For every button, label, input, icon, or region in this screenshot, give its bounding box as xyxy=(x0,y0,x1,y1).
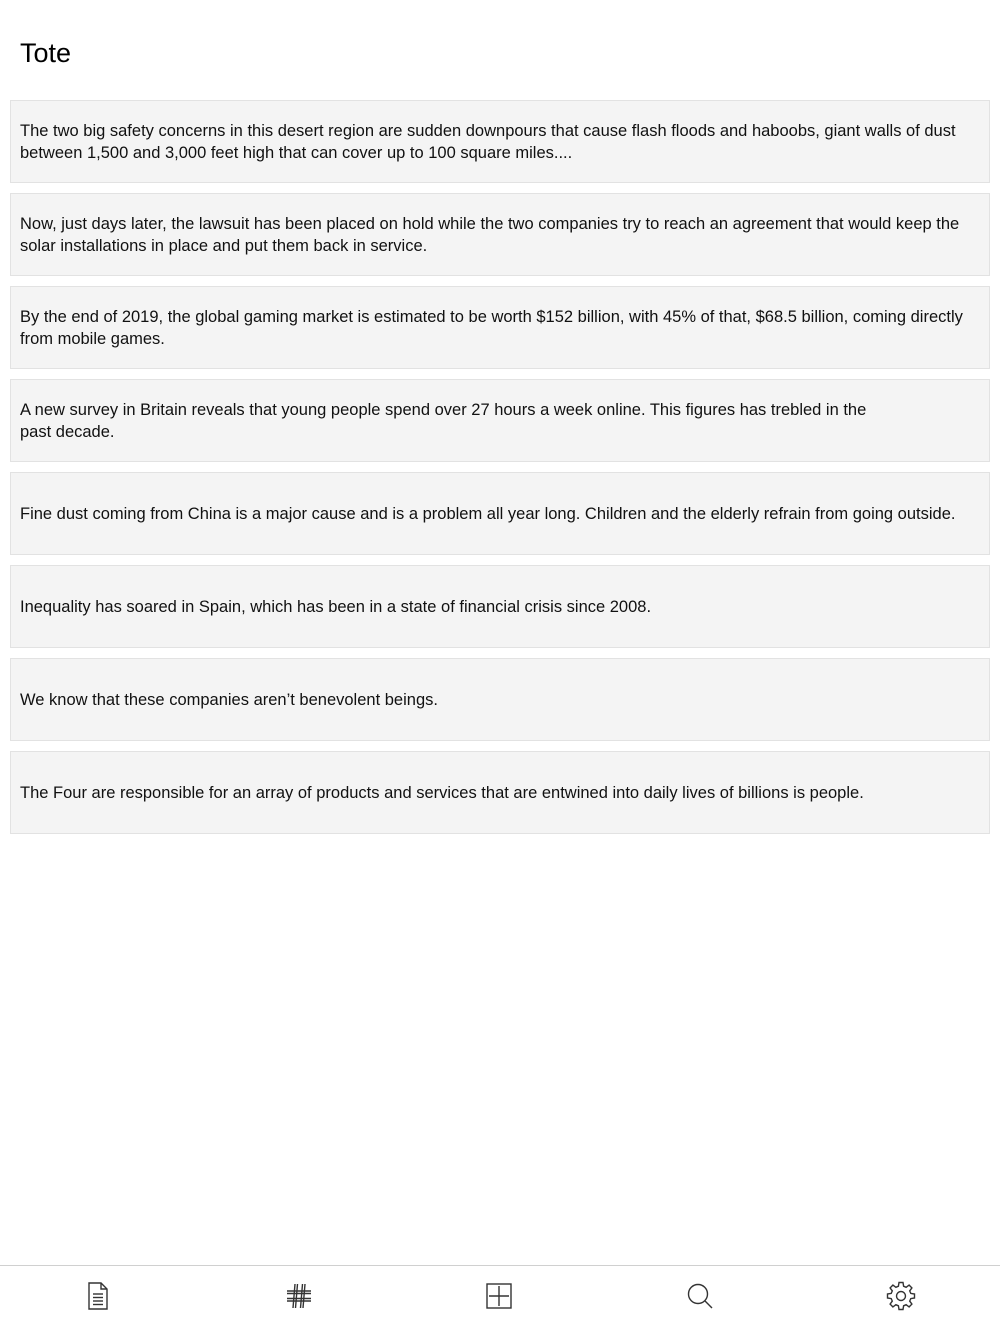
tab-bar xyxy=(0,1265,1000,1334)
tab-tags[interactable] xyxy=(277,1274,321,1318)
tab-add[interactable] xyxy=(477,1274,521,1318)
hashtag-icon xyxy=(284,1281,314,1311)
note-list xyxy=(10,100,990,844)
note-card[interactable] xyxy=(10,100,990,183)
note-card[interactable] xyxy=(10,286,990,369)
note-card[interactable] xyxy=(10,751,990,834)
tab-settings[interactable] xyxy=(879,1274,923,1318)
note-card[interactable] xyxy=(10,379,990,462)
note-card[interactable] xyxy=(10,565,990,648)
note-text: By the end of 2019, the global gaming market is estimated to be worth $152 billion, with 45% of that, $68.5 billion, coming directly from mobile games. xyxy=(20,307,963,348)
plus-square-icon xyxy=(484,1281,514,1311)
note-text: A new survey in Britain reveals that young people spend over 27 hours a week online. This figures has trebled in the past decade. xyxy=(20,400,867,441)
note-text: We know that these companies aren’t benevolent beings. xyxy=(20,690,438,709)
tab-search[interactable] xyxy=(678,1274,722,1318)
search-icon xyxy=(685,1281,715,1311)
note-text: Now, just days later, the lawsuit has been placed on hold while the two companies try to reach an agreement that would keep the solar installations in place and put them back in service. xyxy=(20,214,960,255)
page-title: Tote xyxy=(20,38,72,68)
tab-notes[interactable] xyxy=(76,1274,120,1318)
note-text: Fine dust coming from China is a major cause and is a problem all year long. Children and the elderly refrain from going outside. xyxy=(20,504,956,523)
note-text: The Four are responsible for an array of products and services that are entwined into daily lives of billions is people. xyxy=(20,783,864,802)
note-card[interactable] xyxy=(10,193,990,276)
note-card[interactable] xyxy=(10,658,990,741)
note-text: Inequality has soared in Spain, which has been in a state of financial crisis since 2008. xyxy=(20,597,652,616)
note-text: The two big safety concerns in this desert region are sudden downpours that cause flash floods and haboobs, giant walls of dust between 1,500 and 3,000 feet high that can cover up to 100 square miles.... xyxy=(20,121,956,162)
note-card[interactable] xyxy=(10,472,990,555)
document-icon xyxy=(83,1281,113,1311)
gear-icon xyxy=(886,1281,916,1311)
